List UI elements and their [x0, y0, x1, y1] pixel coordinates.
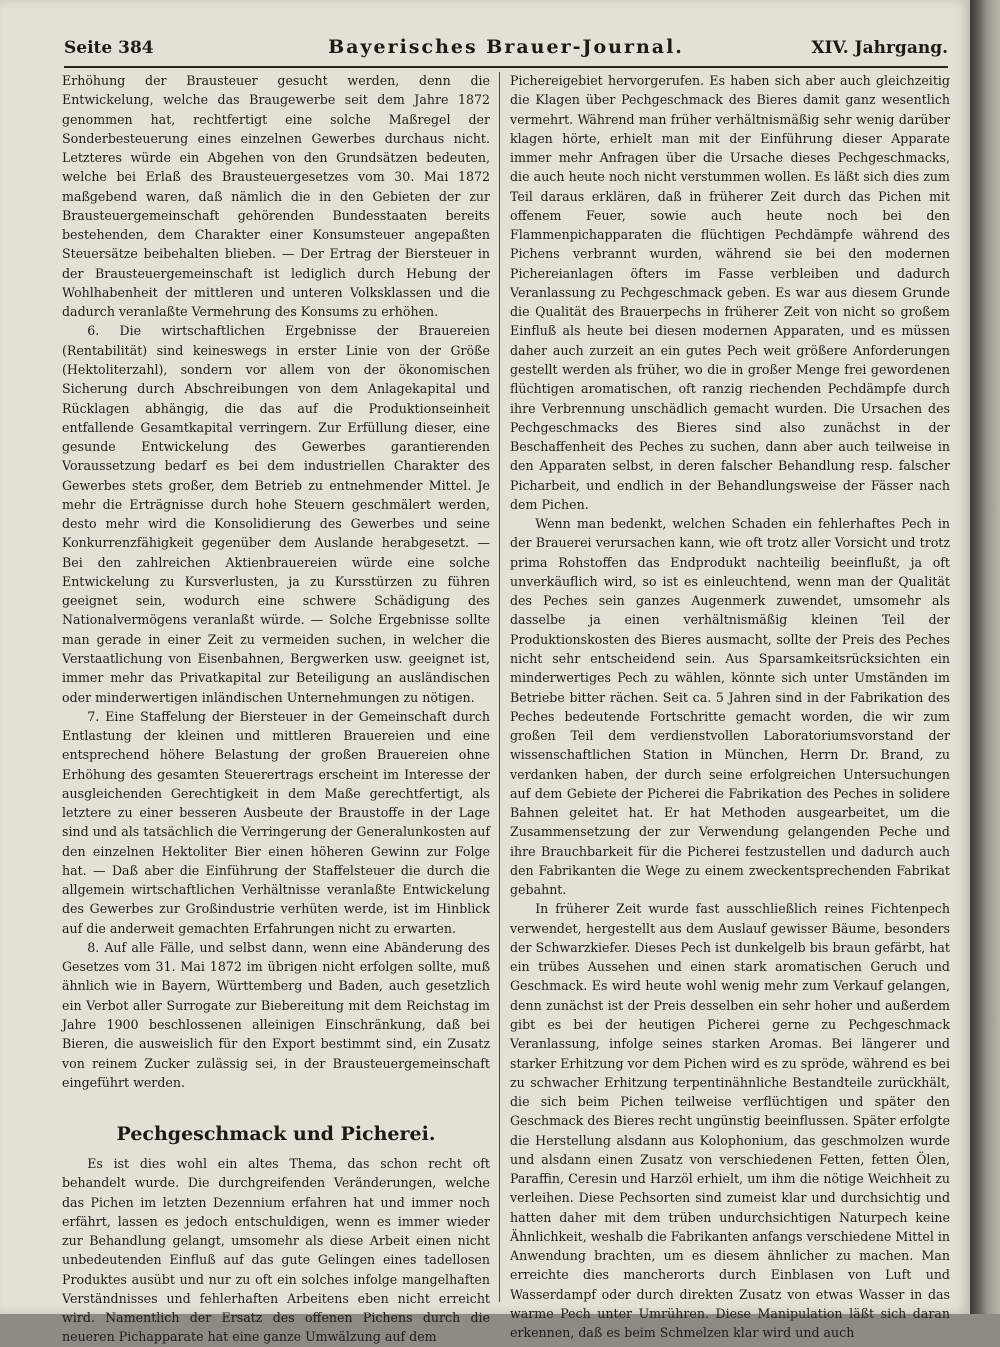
article-paragraph: In früherer Zeit wurde fast ausschließlich reines Fichtenpech verwendet, hergestellt aus dem Auslauf gewisser Bäume, besonders der Schwarzkiefer. Dieses Pech ist dunkelgelb bis braun gefärbt, hat ein trübes Aussehen und einen stark aromatischen Geruch und Geschmack. Es wird heute wohl wenig mehr zum Verkauf gelangen, denn zunächst ist der Preis desselben ein sehr hoher und außerdem gibt es bei der heutigen Picherei gerne zu Pechgeschmack Veranlassung, infolge seines starken Aromas. Bei längerer und starker Erhitzung vor dem Pichen wird es zu spröde, während es bei zu schwacher Erhitzung terpentinähnliche Bestandteile zurückhält, die sich beim Pichen teilweise verflüchtigen und später den Geschmack des Bieres recht ungünstig beeinflussen. Später erfolgte die Herstellung alsdann aus Kolophonium, das geschmolzen wurde und alsdann einen Zusatz von verschiedenen Fetten, fetten Ölen, Paraffin, Ceresin und Harzöl erhielt, um ihm die nötige Weichheit zu verleihen. Diese Pechsorten sind zumeist klar und durchsichtig und hatten daher mit dem trüben undurchsichtigen Naturpech keine Ähnlichkeit, weshalb die Fabrikanten anfangs verschiedene Mittel in Anwendung brachten, um es diesem ähnlicher zu machen. Man erreichte dies mancherorts durch Einblasen von Luft und Wasserdampf oder durch direkten Zusatz von etwas Wasser in das warme Pech unter Umrühren. Diese Manipulation läßt sich daran erkennen, daß es beim Schmelzen klar wird und auch — [510, 901, 950, 1341]
column-divider — [499, 72, 500, 1302]
numbered-paragraph-7: 7. Eine Staffelung der Biersteuer in der Gemeinschaft durch Entlastung der kleinen und mittleren Brauereien und eine entsprechend höhere Belastung der großen Brauereien ohne Erhöhung des gesamten Steuerertrags erscheint im Interesse der ausgleichenden Gerechtigkeit in dem Maße gerechtfertigt, als letztere zu einer besseren Ausbeute der Braustoffe in der Lage sind und als tatsächlich die Verringerung der Generalunkosten auf den einzelnen Hektoliter Bier einen höheren Gewinn zur Folge hat. — Daß aber die Einführung der Staffelsteuer die durch die allgemein wirtschaftlichen Verhältnisse veranlaßte Entwickelung des Gewerbes zur Großindustrie verhüten werde, ist im Hinblick auf die anderweit gemachten Erfahrungen nicht zu erwarten. — [62, 708, 490, 936]
journal-title: Bayerisches Brauer-Journal. — [328, 36, 684, 58]
continued-paragraph: Pichereigebiet hervorgerufen. Es haben sich aber auch gleichzeitig die Klagen über Pechgeschmack des Bieres damit ganz wesentlich vermehrt. Während man früher verhältnismäßig sehr wenig darüber klagen hörte, erhielt man mit der Einführung dieser Apparate immer mehr Anfragen über die Ursache dieses Pechgeschmacks, die auch heute noch nicht verstummen wollen. Es läßt sich dies zum Teil daraus erklären, daß in früherer Zeit durch das Pichen mit offenem Feuer, sowie auch heute noch bei den Flammenpichapparaten die flüchtigen Pechdämpfe während des Pichens verbrannt wurden, während sie bei den modernen Pichereianlagen öfters im Fasse verbleiben und dadurch Veranlassung zu Pechgeschmack geben. Es war aus diesem Grunde die Qualität des Brauerpechs in früherer Zeit von nicht so großem Einfluß als heute bei diesen modernen Apparaten, und es müssen daher auch zurzeit an ein gutes Pech weit größere Anforderungen gestellt werden als früher, wo die in großer Menge frei gewordenen flüchtigen aromatischen, oft ranzig riechenden Pechdämpfe durch ihre Verbrennung unschädlich gemacht wurden. Die Ursachen des Pechgeschmacks des Bieres sind also zunächst in der Beschaffenheit des Peches zu suchen, dann aber auch teilweise in den Apparaten selbst, in deren falscher Behandlung resp. falscher Picharbeit, und endlich in der Behandlungsweise der Fässer nach dem Pichen. — [510, 73, 950, 512]
article-paragraph: Wenn man bedenkt, welchen Schaden ein fehlerhaftes Pech in der Brauerei verursachen kann, wie oft trotz aller Vorsicht und trotz prima Rohstoffen das Endprodukt nachteilig beeinflußt, ja oft unverkäuflich wird, so ist es einleuchtend, wenn man der Qualität des Peches sein ganzes Augenmerk zuwendet, umsomehr als dasselbe ja einen verhältnismäßig kleinen Teil der Produktionskosten des Bieres ausmacht, sollte der Preis des Peches nicht sehr entscheidend sein. Aus Sparsamkeitsrücksichten ein minderwertiges Pech zu wählen, könnte sich unter Umständen im Betriebe bitter rächen. Seit ca. 5 Jahren sind in der Fabrikation des Peches bedeutende Fortschritte gemacht worden, die wir zum großen Teil dem verdienstvollen Laboratoriumsvorstand der wissenschaftlichen Station in München, Herrn Dr. Brand, zu verdanken haben, der durch seine erfolgreichen Untersuchungen auf dem Gebiete der Picherei die Fabrikation des Peches in solidere Bahnen geleitet hat. Er hat Methoden ausgearbeitet, um die Zusammensetzung der zur Verwendung gelangenden Peche und ihre Brauchbarkeit für die Picherei festzustellen und dadurch auch den Fabrikanten die Wege zu einem zweckentsprechenden Fabrikat gebahnt. — [510, 516, 950, 898]
page-number: Seite 384 — [64, 38, 154, 58]
article-paragraph: Es ist dies wohl ein altes Thema, das schon recht oft behandelt wurde. Die durchgreifenden Veränderungen, welche das Pichen im letzten Dezennium erfahren hat und immer noch erfährt, lassen es jedoch entschuldigen, wenn es immer wieder zur Behandlung gelangt, umsomehr als diese Arbeit einen nicht unbedeutenden Einfluß auf das gute Gelingen eines tadellosen Produktes ausübt und nur zu oft ein solches infolge mangelhaften Verständnisses und fehlerhaften Arbeitens eben nicht erreicht wird. Namentlich der Ersatz des offenen Pichens durch die neueren Pichapparate hat eine ganze Umwälzung auf dem — [62, 1156, 490, 1345]
continued-paragraph: Erhöhung der Brausteuer gesucht werden, denn die Entwickelung, welche das Braugewerbe seit dem Jahre 1872 genommen hat, rechtfertigt eine solche Maßregel der Sonderbesteuerung eines einzelnen Gewerbes durchaus nicht. Letzteres würde ein Abgehen von den Grundsätzen bedeuten, welche bei Erlaß des Brausteuergesetzes vom 30. Mai 1872 maßgebend waren, daß nämlich die in den Gebieten der zur Brausteuergemeinschaft gehörenden Bundesstaaten bereits bestehenden, dem Charakter einer Konsumsteuer angepaßten Steuersätze beibehalten blieben. — Der Ertrag der Biersteuer in der Brausteuergemeinschaft ist lediglich durch Hebung der Wohlhabenheit der mittleren und unteren Volksklassen und die dadurch veranlaßte Vermehrung des Konsums zu erhöhen. — [62, 73, 490, 320]
page-header — [64, 34, 948, 68]
numbered-paragraph-8: 8. Auf alle Fälle, und selbst dann, wenn eine Abänderung des Gesetzes vom 31. Mai 1872 im übrigen nicht erfolgen sollte, muß ähnlich wie in Bayern, Württemberg und Baden, auch gesetzlich ein Verbot aller Surrogate zur Biebereitung mit dem Reichstag im Jahre 1900 beschlossenen alleinigen Einschränkung, daß bei Bieren, die ausweislich für den Export bestimmt sind, ein Zusatz von reinem Zucker zulässig sei, in der Brausteuergemeinschaft eingeführt werden. — [62, 939, 490, 1090]
numbered-paragraph-6: 6. Die wirtschaftlichen Ergebnisse der Brauereien (Rentabilität) sind keineswegs in erster Linie von der Größe (Hektoliterzahl), sondern vor allem von der ökonomischen Sicherung durch Abschreibungen von dem Anlagekapital und Rücklagen abhängig, die das auf die Produktionseinheit entfallende Gesamtkapital verringern. Zur Erfüllung dieser, eine gesunde Entwickelung des Gewerbes garantierenden Voraussetzung bedarf es bei dem industriellen Charakter des Gewerbes stets großer, dem Betrieb zu entnehmender Mittel. Je mehr die Erträgnisse durch hohe Steuern geschmälert werden, desto mehr wird die Konsolidierung des Gewerbes und seine Konkurrenzfähigkeit gegenüber dem Auslande herabgesetzt. — Bei den zahlreichen Aktienbrauereien würde eine solche Entwickelung zu Kursverlusten, ja zu Kursstürzen zu führen geeignet sein, wodurch eine schwere Schädigung des Nationalvermögens veranlaßt würde. — Solche Ergebnisse sollte man gerade in einer Zeit zu vermeiden suchen, in welcher die Verstaatlichung von Eisenbahnen, Bergwerken usw. geeignet ist, immer mehr das Privatkapital zur Beteiligung an ausländischen oder minderwertigen inländischen Unternehmungen zu nötigen. — [62, 323, 490, 705]
volume-label: XIV. Jahrgang. — [811, 38, 948, 58]
right-column — [510, 71, 950, 1341]
adjacent-page-edge — [970, 0, 1000, 1314]
article-heading: Pechgeschmack und Picherei. — [116, 1123, 436, 1146]
left-column — [62, 71, 490, 1345]
